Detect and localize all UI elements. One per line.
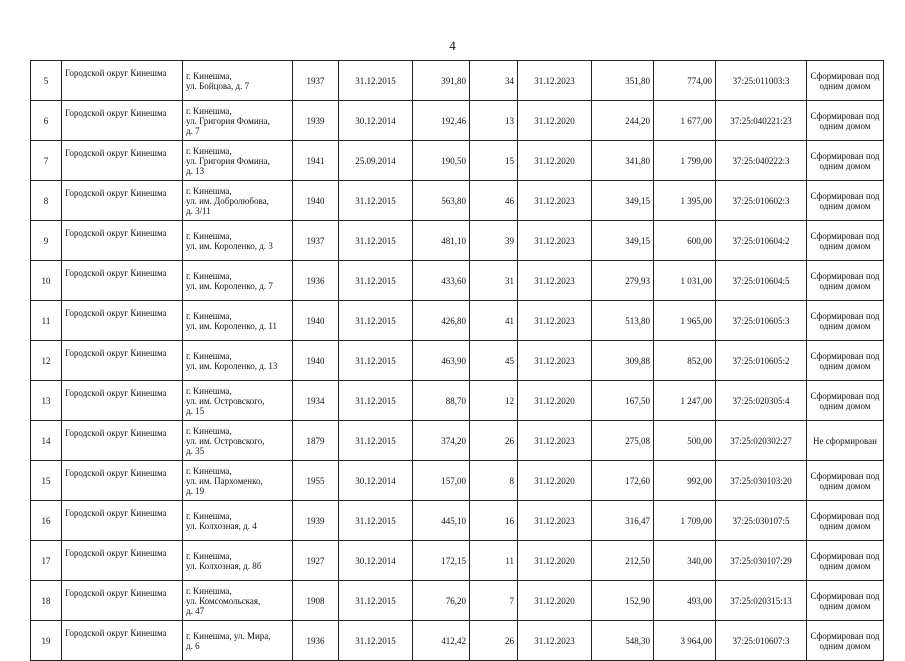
- row-number-cell: 15: [31, 461, 62, 501]
- recognition-date-cell: 31.12.2015: [339, 301, 413, 341]
- recognition-date-cell: 31.12.2015: [339, 501, 413, 541]
- resettlement-area-cell: 279,93: [592, 261, 654, 301]
- row-number-cell: 13: [31, 381, 62, 421]
- recognition-date-cell: 31.12.2015: [339, 181, 413, 221]
- land-status-cell: Сформирован под одним домом: [807, 261, 884, 301]
- recognition-date-cell: 31.12.2015: [339, 341, 413, 381]
- resettlement-area-cell: 316,47: [592, 501, 654, 541]
- cadastral-number-cell: 37:25:010605:2: [716, 341, 807, 381]
- table-row: [31, 221, 884, 261]
- resettlement-date-cell: 31.12.2023: [518, 61, 592, 101]
- area-cell: 374,20: [413, 421, 470, 461]
- municipality-cell: Городской округ Кинешма: [62, 421, 183, 461]
- land-status-cell: Сформирован под одним домом: [807, 581, 884, 621]
- year-built-cell: 1939: [293, 501, 339, 541]
- area-cell: 463,90: [413, 341, 470, 381]
- recognition-date-cell: 30.12.2014: [339, 461, 413, 501]
- table-row: [31, 61, 884, 101]
- land-status-cell: Сформирован под одним домом: [807, 341, 884, 381]
- municipality-cell: Городской округ Кинешма: [62, 101, 183, 141]
- resettlement-area-cell: 309,88: [592, 341, 654, 381]
- row-number-cell: 7: [31, 141, 62, 181]
- table-row: [31, 181, 884, 221]
- row-number-cell: 19: [31, 621, 62, 661]
- year-built-cell: 1940: [293, 341, 339, 381]
- area-cell: 190,50: [413, 141, 470, 181]
- residents-count-cell: 41: [470, 301, 518, 341]
- resettlement-date-cell: 31.12.2023: [518, 421, 592, 461]
- land-area-cell: 1 395,00: [654, 181, 716, 221]
- residents-count-cell: 7: [470, 581, 518, 621]
- municipality-cell: Городской округ Кинешма: [62, 381, 183, 421]
- table-row: [31, 421, 884, 461]
- resettlement-area-cell: 548,30: [592, 621, 654, 661]
- address-cell: г. Кинешма, ул. Григория Фомина, д. 7: [183, 101, 293, 141]
- residents-count-cell: 16: [470, 501, 518, 541]
- land-area-cell: 340,00: [654, 541, 716, 581]
- resettlement-area-cell: 351,80: [592, 61, 654, 101]
- land-status-cell: Сформирован под одним домом: [807, 501, 884, 541]
- recognition-date-cell: 31.12.2015: [339, 61, 413, 101]
- municipality-cell: Городской округ Кинешма: [62, 141, 183, 181]
- row-number-cell: 18: [31, 581, 62, 621]
- resettlement-area-cell: 513,80: [592, 301, 654, 341]
- row-number-cell: 10: [31, 261, 62, 301]
- row-number-cell: 5: [31, 61, 62, 101]
- area-cell: 192,46: [413, 101, 470, 141]
- area-cell: 76,20: [413, 581, 470, 621]
- residents-count-cell: 12: [470, 381, 518, 421]
- land-area-cell: 1 709,00: [654, 501, 716, 541]
- residents-count-cell: 39: [470, 221, 518, 261]
- resettlement-date-cell: 31.12.2020: [518, 461, 592, 501]
- row-number-cell: 6: [31, 101, 62, 141]
- land-status-cell: Сформирован под одним домом: [807, 101, 884, 141]
- residents-count-cell: 31: [470, 261, 518, 301]
- cadastral-number-cell: 37:25:030107:5: [716, 501, 807, 541]
- land-area-cell: 992,00: [654, 461, 716, 501]
- municipality-cell: Городской округ Кинешма: [62, 461, 183, 501]
- resettlement-date-cell: 31.12.2023: [518, 621, 592, 661]
- row-number-cell: 16: [31, 501, 62, 541]
- land-area-cell: 1 031,00: [654, 261, 716, 301]
- resettlement-area-cell: 152,90: [592, 581, 654, 621]
- land-area-cell: 1 965,00: [654, 301, 716, 341]
- land-area-cell: 852,00: [654, 341, 716, 381]
- registry-table-body: [31, 61, 884, 661]
- cadastral-number-cell: 37:25:011003:3: [716, 61, 807, 101]
- residents-count-cell: 26: [470, 621, 518, 661]
- cadastral-number-cell: 37:25:010604:2: [716, 221, 807, 261]
- land-status-cell: Сформирован под одним домом: [807, 381, 884, 421]
- municipality-cell: Городской округ Кинешма: [62, 261, 183, 301]
- municipality-cell: Городской округ Кинешма: [62, 581, 183, 621]
- area-cell: 481,10: [413, 221, 470, 261]
- resettlement-area-cell: 244,20: [592, 101, 654, 141]
- area-cell: 157,00: [413, 461, 470, 501]
- municipality-cell: Городской округ Кинешма: [62, 221, 183, 261]
- address-cell: г. Кинешма, ул. им. Короленко, д. 13: [183, 341, 293, 381]
- address-cell: г. Кинешма, ул. им. Добролюбова, д. 3/11: [183, 181, 293, 221]
- residents-count-cell: 15: [470, 141, 518, 181]
- municipality-cell: Городской округ Кинешма: [62, 61, 183, 101]
- address-cell: г. Кинешма, ул. им. Короленко, д. 7: [183, 261, 293, 301]
- area-cell: 88,70: [413, 381, 470, 421]
- area-cell: 433,60: [413, 261, 470, 301]
- row-number-cell: 17: [31, 541, 62, 581]
- residents-count-cell: 26: [470, 421, 518, 461]
- resettlement-date-cell: 31.12.2023: [518, 221, 592, 261]
- resettlement-date-cell: 31.12.2020: [518, 541, 592, 581]
- land-area-cell: 600,00: [654, 221, 716, 261]
- table-row: [31, 301, 884, 341]
- land-status-cell: Сформирован под одним домом: [807, 461, 884, 501]
- recognition-date-cell: 25.09.2014: [339, 141, 413, 181]
- resettlement-area-cell: 172,60: [592, 461, 654, 501]
- row-number-cell: 11: [31, 301, 62, 341]
- recognition-date-cell: 31.12.2015: [339, 381, 413, 421]
- cadastral-number-cell: 37:25:030103:20: [716, 461, 807, 501]
- area-cell: 445,10: [413, 501, 470, 541]
- year-built-cell: 1934: [293, 381, 339, 421]
- table-row: [31, 461, 884, 501]
- resettlement-area-cell: 341,80: [592, 141, 654, 181]
- recognition-date-cell: 31.12.2015: [339, 221, 413, 261]
- cadastral-number-cell: 37:25:010607:3: [716, 621, 807, 661]
- recognition-date-cell: 30.12.2014: [339, 101, 413, 141]
- address-cell: г. Кинешма, ул. им. Островского, д. 15: [183, 381, 293, 421]
- municipality-cell: Городской округ Кинешма: [62, 501, 183, 541]
- land-area-cell: 1 799,00: [654, 141, 716, 181]
- cadastral-number-cell: 37:25:020315:13: [716, 581, 807, 621]
- cadastral-number-cell: 37:25:040221:23: [716, 101, 807, 141]
- municipality-cell: Городской округ Кинешма: [62, 341, 183, 381]
- resettlement-area-cell: 167,50: [592, 381, 654, 421]
- year-built-cell: 1936: [293, 261, 339, 301]
- residents-count-cell: 13: [470, 101, 518, 141]
- resettlement-date-cell: 31.12.2023: [518, 261, 592, 301]
- residents-count-cell: 34: [470, 61, 518, 101]
- resettlement-date-cell: 31.12.2023: [518, 341, 592, 381]
- land-area-cell: 1 677,00: [654, 101, 716, 141]
- address-cell: г. Кинешма, ул. им. Пархоменко, д. 19: [183, 461, 293, 501]
- resettlement-date-cell: 31.12.2023: [518, 181, 592, 221]
- resettlement-date-cell: 31.12.2023: [518, 501, 592, 541]
- resettlement-date-cell: 31.12.2023: [518, 301, 592, 341]
- area-cell: 426,80: [413, 301, 470, 341]
- year-built-cell: 1927: [293, 541, 339, 581]
- residents-count-cell: 46: [470, 181, 518, 221]
- recognition-date-cell: 31.12.2015: [339, 621, 413, 661]
- table-row: [31, 341, 884, 381]
- residents-count-cell: 11: [470, 541, 518, 581]
- land-status-cell: Сформирован под одним домом: [807, 541, 884, 581]
- address-cell: г. Кинешма, ул. им. Короленко, д. 11: [183, 301, 293, 341]
- address-cell: г. Кинешма, ул. Григория Фомина, д. 13: [183, 141, 293, 181]
- resettlement-date-cell: 31.12.2020: [518, 581, 592, 621]
- area-cell: 172,15: [413, 541, 470, 581]
- land-area-cell: 3 964,00: [654, 621, 716, 661]
- recognition-date-cell: 31.12.2015: [339, 421, 413, 461]
- land-area-cell: 1 247,00: [654, 381, 716, 421]
- municipality-cell: Городской округ Кинешма: [62, 621, 183, 661]
- recognition-date-cell: 30.12.2014: [339, 541, 413, 581]
- resettlement-area-cell: 275,08: [592, 421, 654, 461]
- table-row: [31, 621, 884, 661]
- housing-registry-table: [30, 60, 884, 661]
- cadastral-number-cell: 37:25:010602:3: [716, 181, 807, 221]
- table-row: [31, 541, 884, 581]
- year-built-cell: 1936: [293, 621, 339, 661]
- address-cell: г. Кинешма, ул. Бойцова, д. 7: [183, 61, 293, 101]
- table-row: [31, 381, 884, 421]
- resettlement-area-cell: 349,15: [592, 181, 654, 221]
- land-area-cell: 774,00: [654, 61, 716, 101]
- year-built-cell: 1937: [293, 221, 339, 261]
- resettlement-area-cell: 349,15: [592, 221, 654, 261]
- recognition-date-cell: 31.12.2015: [339, 261, 413, 301]
- row-number-cell: 12: [31, 341, 62, 381]
- year-built-cell: 1879: [293, 421, 339, 461]
- address-cell: г. Кинешма, ул. Колхозная, д. 4: [183, 501, 293, 541]
- residents-count-cell: 45: [470, 341, 518, 381]
- land-status-cell: Не сформирован: [807, 421, 884, 461]
- year-built-cell: 1955: [293, 461, 339, 501]
- year-built-cell: 1908: [293, 581, 339, 621]
- area-cell: 391,80: [413, 61, 470, 101]
- year-built-cell: 1940: [293, 181, 339, 221]
- table-row: [31, 141, 884, 181]
- land-status-cell: Сформирован под одним домом: [807, 221, 884, 261]
- land-status-cell: Сформирован под одним домом: [807, 61, 884, 101]
- municipality-cell: Городской округ Кинешма: [62, 301, 183, 341]
- cadastral-number-cell: 37:25:010605:3: [716, 301, 807, 341]
- municipality-cell: Городской округ Кинешма: [62, 541, 183, 581]
- year-built-cell: 1939: [293, 101, 339, 141]
- resettlement-date-cell: 31.12.2020: [518, 381, 592, 421]
- cadastral-number-cell: 37:25:040222:3: [716, 141, 807, 181]
- cadastral-number-cell: 37:25:010604:5: [716, 261, 807, 301]
- table-row: [31, 101, 884, 141]
- address-cell: г. Кинешма, ул. Комсомольская, д. 47: [183, 581, 293, 621]
- year-built-cell: 1941: [293, 141, 339, 181]
- address-cell: г. Кинешма, ул. Мира, д. 6: [183, 621, 293, 661]
- row-number-cell: 9: [31, 221, 62, 261]
- area-cell: 563,80: [413, 181, 470, 221]
- area-cell: 412,42: [413, 621, 470, 661]
- residents-count-cell: 8: [470, 461, 518, 501]
- table-row: [31, 501, 884, 541]
- address-cell: г. Кинешма, ул. Колхозная, д. 8б: [183, 541, 293, 581]
- address-cell: г. Кинешма, ул. им. Короленко, д. 3: [183, 221, 293, 261]
- address-cell: г. Кинешма, ул. им. Островского, д. 35: [183, 421, 293, 461]
- land-area-cell: 500,00: [654, 421, 716, 461]
- resettlement-date-cell: 31.12.2020: [518, 141, 592, 181]
- cadastral-number-cell: 37:25:030107:29: [716, 541, 807, 581]
- land-area-cell: 493,00: [654, 581, 716, 621]
- table-row: [31, 261, 884, 301]
- row-number-cell: 14: [31, 421, 62, 461]
- row-number-cell: 8: [31, 181, 62, 221]
- table-row: [31, 581, 884, 621]
- municipality-cell: Городской округ Кинешма: [62, 181, 183, 221]
- year-built-cell: 1940: [293, 301, 339, 341]
- land-status-cell: Сформирован под одним домом: [807, 141, 884, 181]
- cadastral-number-cell: 37:25:020302:27: [716, 421, 807, 461]
- land-status-cell: Сформирован под одним домом: [807, 181, 884, 221]
- resettlement-area-cell: 212,50: [592, 541, 654, 581]
- land-status-cell: Сформирован под одним домом: [807, 621, 884, 661]
- land-status-cell: Сформирован под одним домом: [807, 301, 884, 341]
- page-number: 4: [449, 38, 456, 53]
- cadastral-number-cell: 37:25:020305:4: [716, 381, 807, 421]
- resettlement-date-cell: 31.12.2020: [518, 101, 592, 141]
- recognition-date-cell: 31.12.2015: [339, 581, 413, 621]
- year-built-cell: 1937: [293, 61, 339, 101]
